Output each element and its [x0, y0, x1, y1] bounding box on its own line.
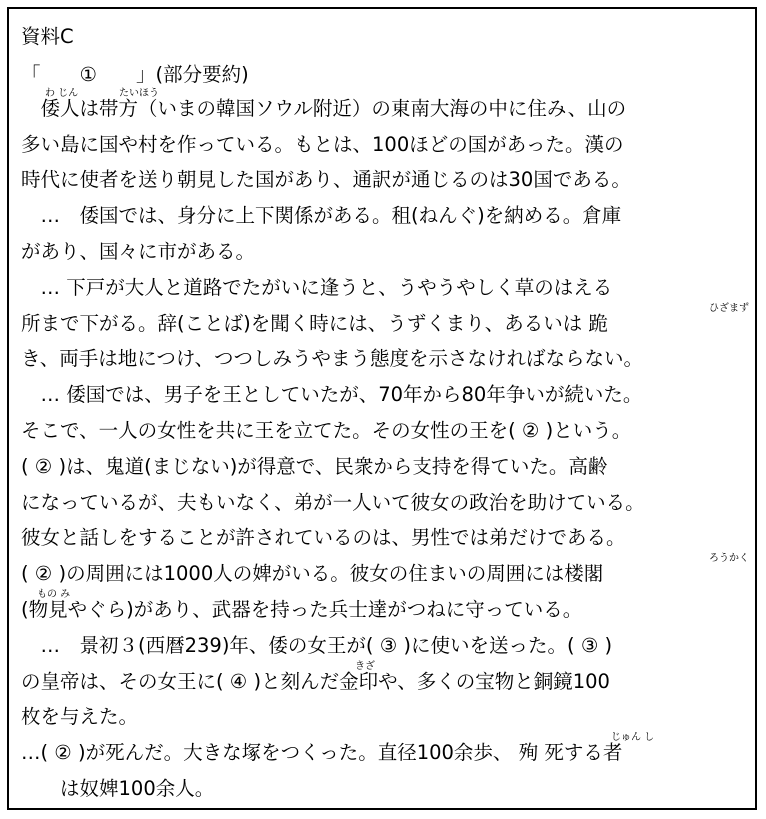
furigana-wajin: わ じん: [45, 88, 79, 99]
text-line-17: の皇帝は、その女王に( ④ )と刻んだ金印や、多くの宝物と銅鏡100: [21, 670, 610, 693]
furigana-roukaku: ろうかく: [709, 553, 749, 564]
text-line-5: があり、国々に市がある。: [21, 240, 256, 263]
furigana-monomi: もの み: [37, 589, 71, 600]
document-heading: 資料C: [21, 25, 74, 48]
text-line-10: そこで、一人の女性を共に王を立てた。その女性の王を( ② )という。: [21, 419, 632, 442]
text-line-16: … 景初３(西暦239)年、倭の女王が( ③ )に使いを送った。( ③ ): [21, 634, 613, 657]
text-line-12: になっているが、夫もいなく、弟が一人いて彼女の政治を助けている。: [21, 491, 645, 514]
furigana-taihou: たいほう: [119, 88, 159, 99]
text-line-3: 時代に使者を送り朝見した国があり、通訳が通じるのは30国である。: [21, 168, 631, 191]
document-subtitle: 「 ① 」(部分要約): [21, 63, 249, 86]
furigana-junshi: じゅん し: [611, 732, 655, 743]
text-line-14: ( ② )の周囲には1000人の婢がいる。彼女の住まいの周囲には楼閣: [21, 562, 604, 585]
furigana-hizamazu: ひざまず: [709, 303, 749, 314]
text-line-6: … 下戸が大人と道路でたがいに逢うと、うやうやしく草のはえる: [21, 276, 613, 299]
text-line-19: …( ② )が死んだ。大きな塚をつくった。直径100余歩、 殉 死する者: [21, 741, 623, 764]
text-line-11: ( ② )は、鬼道(まじない)が得意で、民衆から支持を得ていた。高齢: [21, 455, 608, 478]
document-frame: [7, 7, 757, 810]
text-line-7: 所まで下がる。辞(ことば)を聞く時には、うずくまり、あるいは 跪: [21, 312, 608, 335]
text-line-9: … 倭国では、男子を王としていたが、70年から80年争いが続いた。: [21, 383, 643, 406]
text-line-15: (物見やぐら)があり、武器を持った兵士達がつねに守っている。: [21, 598, 583, 621]
text-line-4: … 倭国では、身分に上下関係がある。租(ねんぐ)を納める。倉庫: [21, 204, 622, 227]
text-line-8: き、両手は地につけ、つつしみうやまう態度を示さなければならない。: [21, 347, 644, 370]
text-line-2: 多い島に国や村を作っている。もとは、100ほどの国があった。漢の: [21, 133, 624, 156]
furigana-kiza: きざ: [355, 661, 375, 672]
text-line-13: 彼女と話しをすることが許されているのは、男性では弟だけである。: [21, 526, 626, 549]
text-line-20: は奴婢100余人。: [21, 777, 215, 800]
text-line-18: 枚を与えた。: [21, 705, 139, 728]
text-line-1: 倭人は帯方（いまの韓国ソウル附近）の東南大海の中に住み、山の: [21, 97, 627, 120]
